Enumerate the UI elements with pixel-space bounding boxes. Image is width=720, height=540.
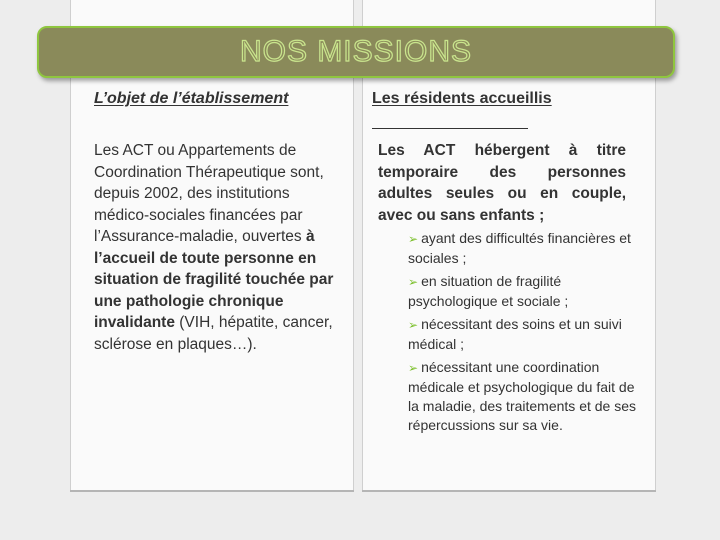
arrow-right-icon: ➢ xyxy=(408,275,419,289)
left-panel-bottom-rule xyxy=(70,490,354,492)
left-body-bold: à l’accueil de toute personne en situation de fragilité touchée par une pathologie chronique invalidante xyxy=(94,228,334,331)
left-body-part-1: Les ACT ou Appartements de Coordination Thérapeutique sont, depuis 2002, des institutions médico-sociales financées par l’Assurance-maladie, ouvertes xyxy=(94,142,324,245)
left-heading: L’objet de l’établissement xyxy=(94,90,289,107)
right-panel-bottom-rule xyxy=(362,490,656,492)
right-heading-underline xyxy=(372,128,528,129)
list-item xyxy=(408,315,638,354)
title-banner xyxy=(37,26,675,78)
left-body-text xyxy=(94,140,340,355)
right-intro-text: Les ACT hébergent à titre temporaire des personnes adultes seules ou en couple, avec ou sans enfants ; xyxy=(378,142,626,224)
arrow-right-icon: ➢ xyxy=(408,232,419,246)
left-body-part-2: (VIH, hépatite, cancer, sclérose en plaques…). xyxy=(94,314,333,353)
list-item-text: en situation de fragilité psychologique et sociale ; xyxy=(408,273,569,309)
arrow-right-icon: ➢ xyxy=(408,318,419,332)
arrow-right-icon: ➢ xyxy=(408,361,419,375)
list-item xyxy=(408,358,638,435)
right-heading: Les résidents accueillis xyxy=(372,90,552,107)
list-item xyxy=(408,272,638,311)
list-item-text: ayant des difficultés financières et sociales ; xyxy=(408,230,631,266)
residents-bullet-list xyxy=(408,229,638,439)
list-item-text: nécessitant des soins et un suivi médical ; xyxy=(408,316,622,352)
page-title: NOS MISSIONS xyxy=(239,35,473,68)
list-item-text: nécessitant une coordination médicale et psychologique du fait de la maladie, des traitements et de ses répercussions sur sa vie. xyxy=(408,359,637,433)
list-item xyxy=(408,229,638,268)
